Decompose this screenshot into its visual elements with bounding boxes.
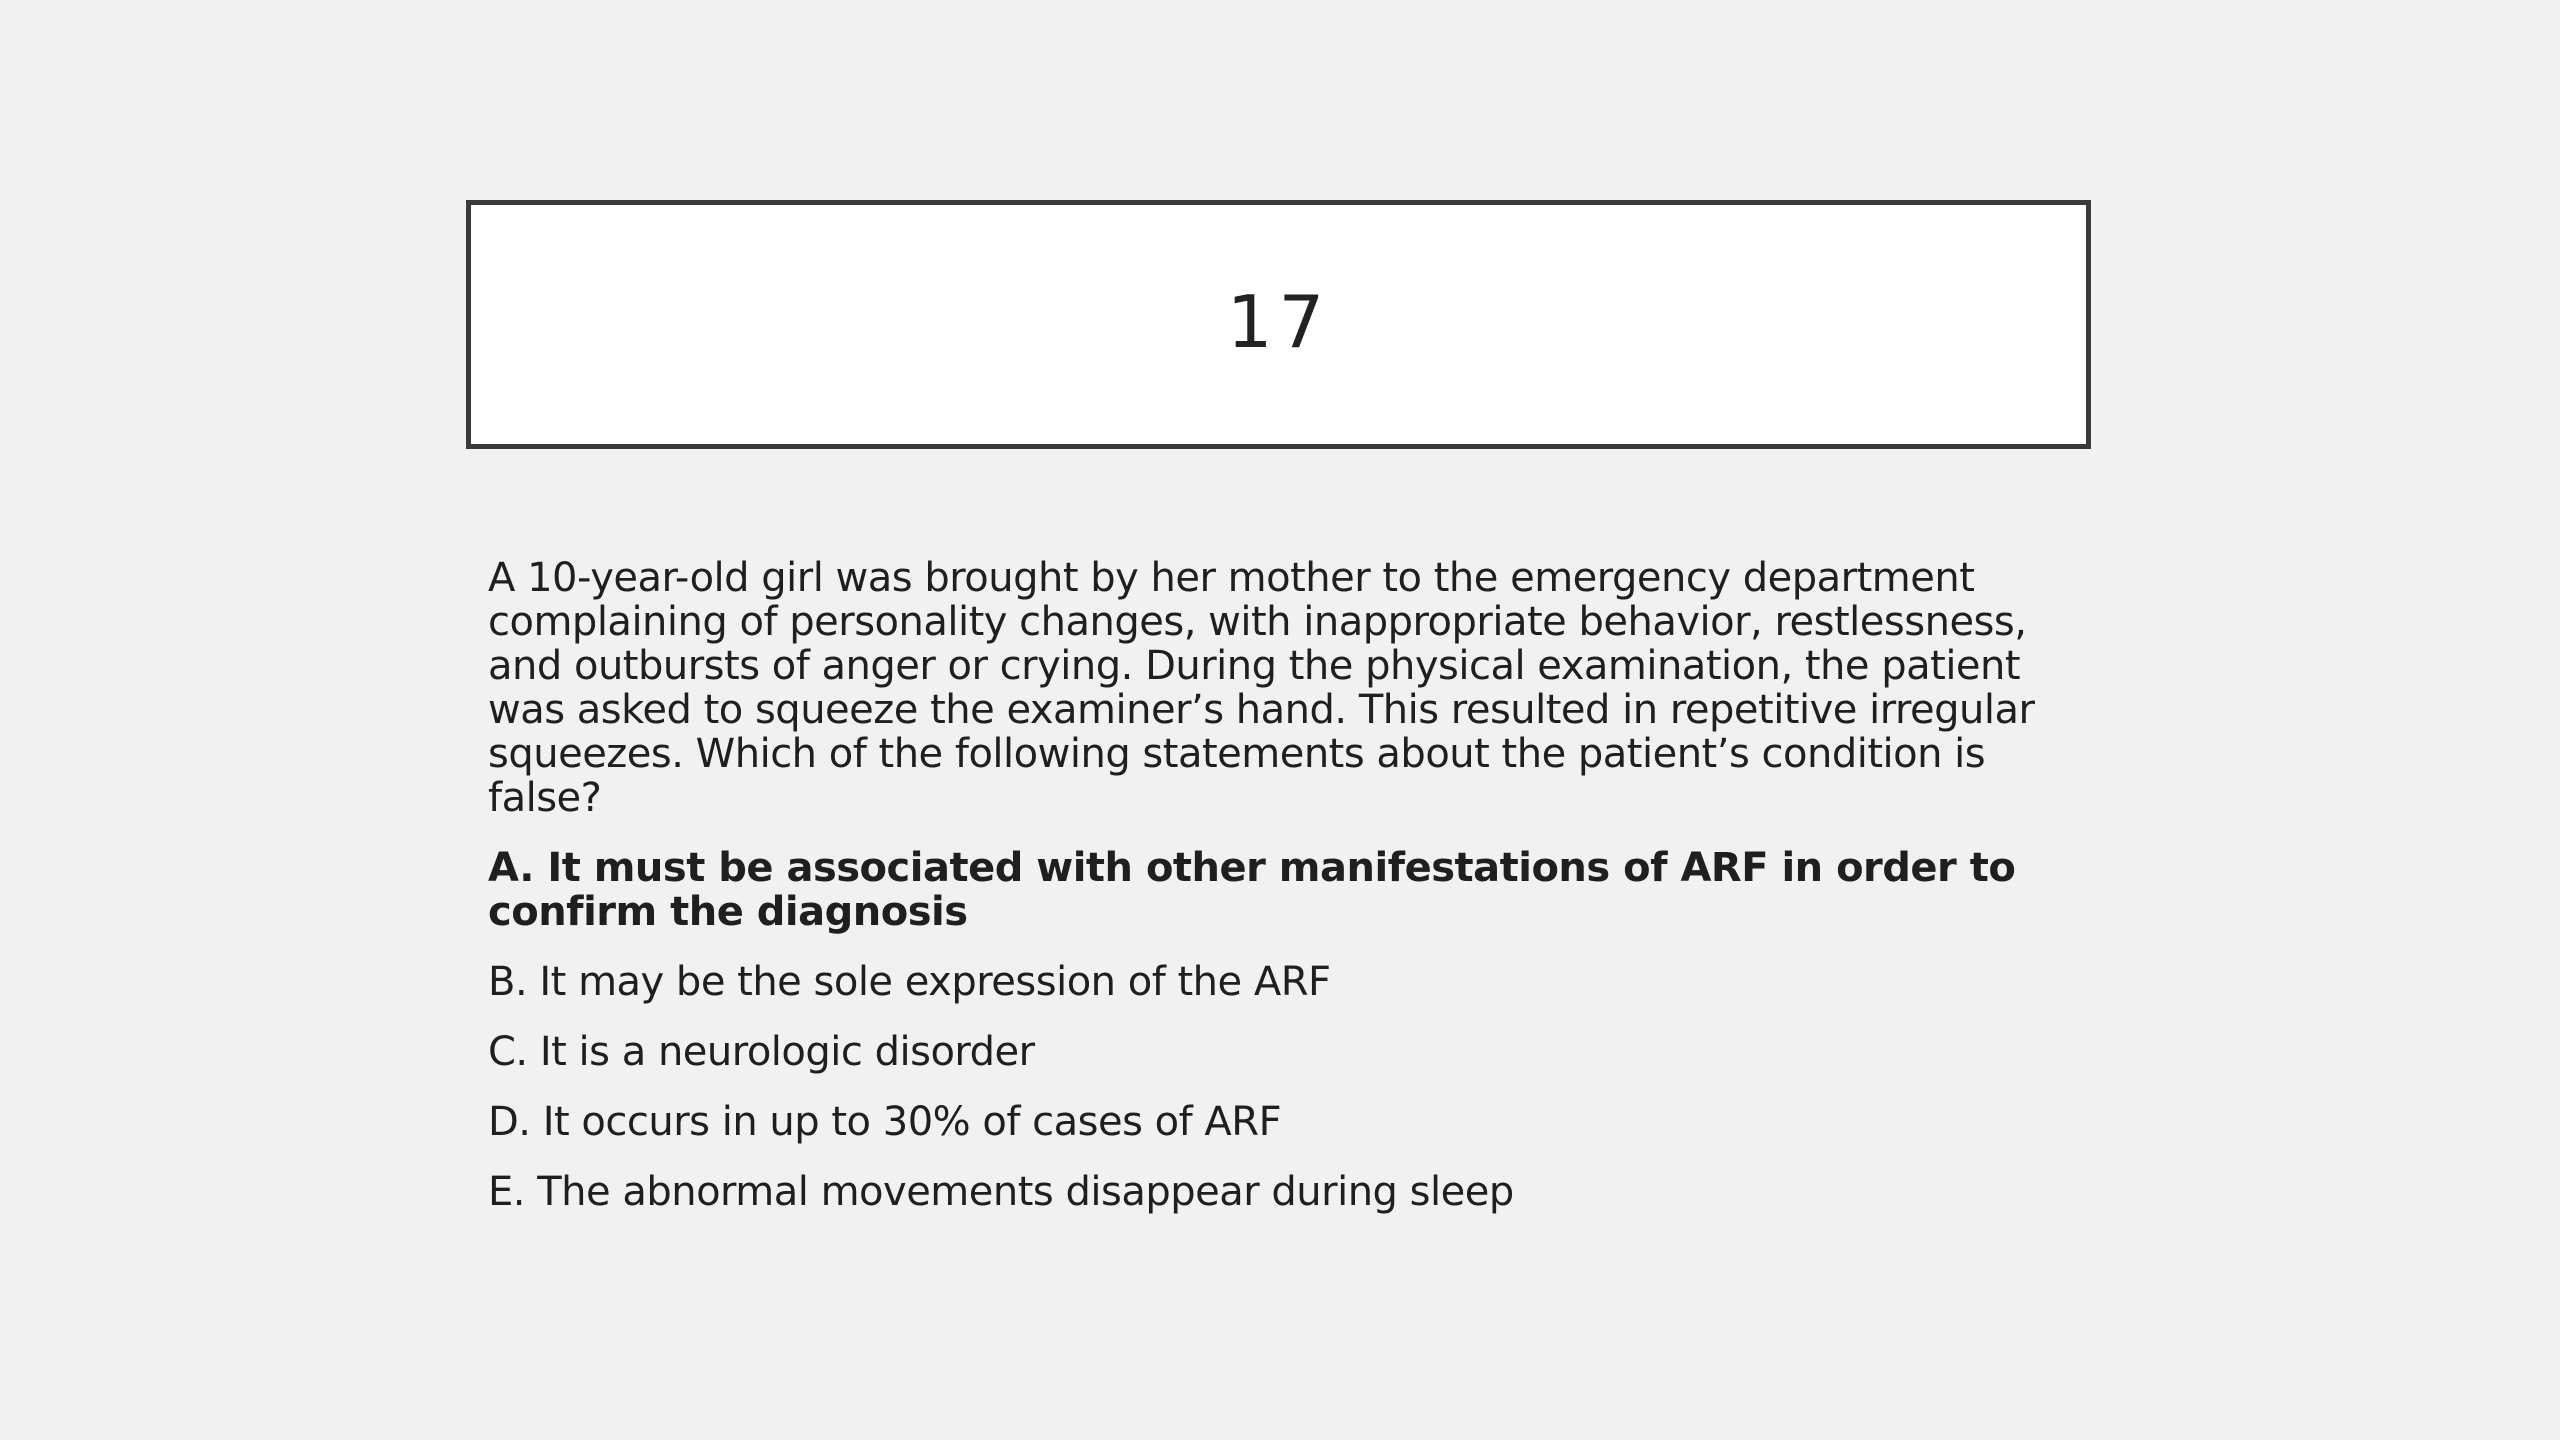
option-b: B. It may be the sole expression of the ARF	[488, 959, 1331, 1005]
slide-title-box	[466, 200, 2091, 449]
option-e: E. The abnormal movements disappear during sleep	[488, 1169, 1514, 1215]
question-text: A 10-year-old girl was brought by her mother to the emergency department complaining of personality changes, with inappropriate behavior, restlessness, and outbursts of anger or crying. During the physical examination, the patient was asked to squeeze the examiner’s hand. This resulted in repetitive irregular squeezes. Which of the following statements about the patient’s condition is false?	[488, 555, 2035, 821]
option-c: C. It is a neurologic disorder	[488, 1029, 1035, 1075]
slide-content	[488, 556, 2048, 1240]
slide-title: 17	[1226, 279, 1331, 364]
option-d: D. It occurs in up to 30% of cases of ARF	[488, 1099, 1282, 1145]
option-a: A. It must be associated with other manifestations of ARF in order to confirm the diagnosis	[488, 845, 2016, 935]
